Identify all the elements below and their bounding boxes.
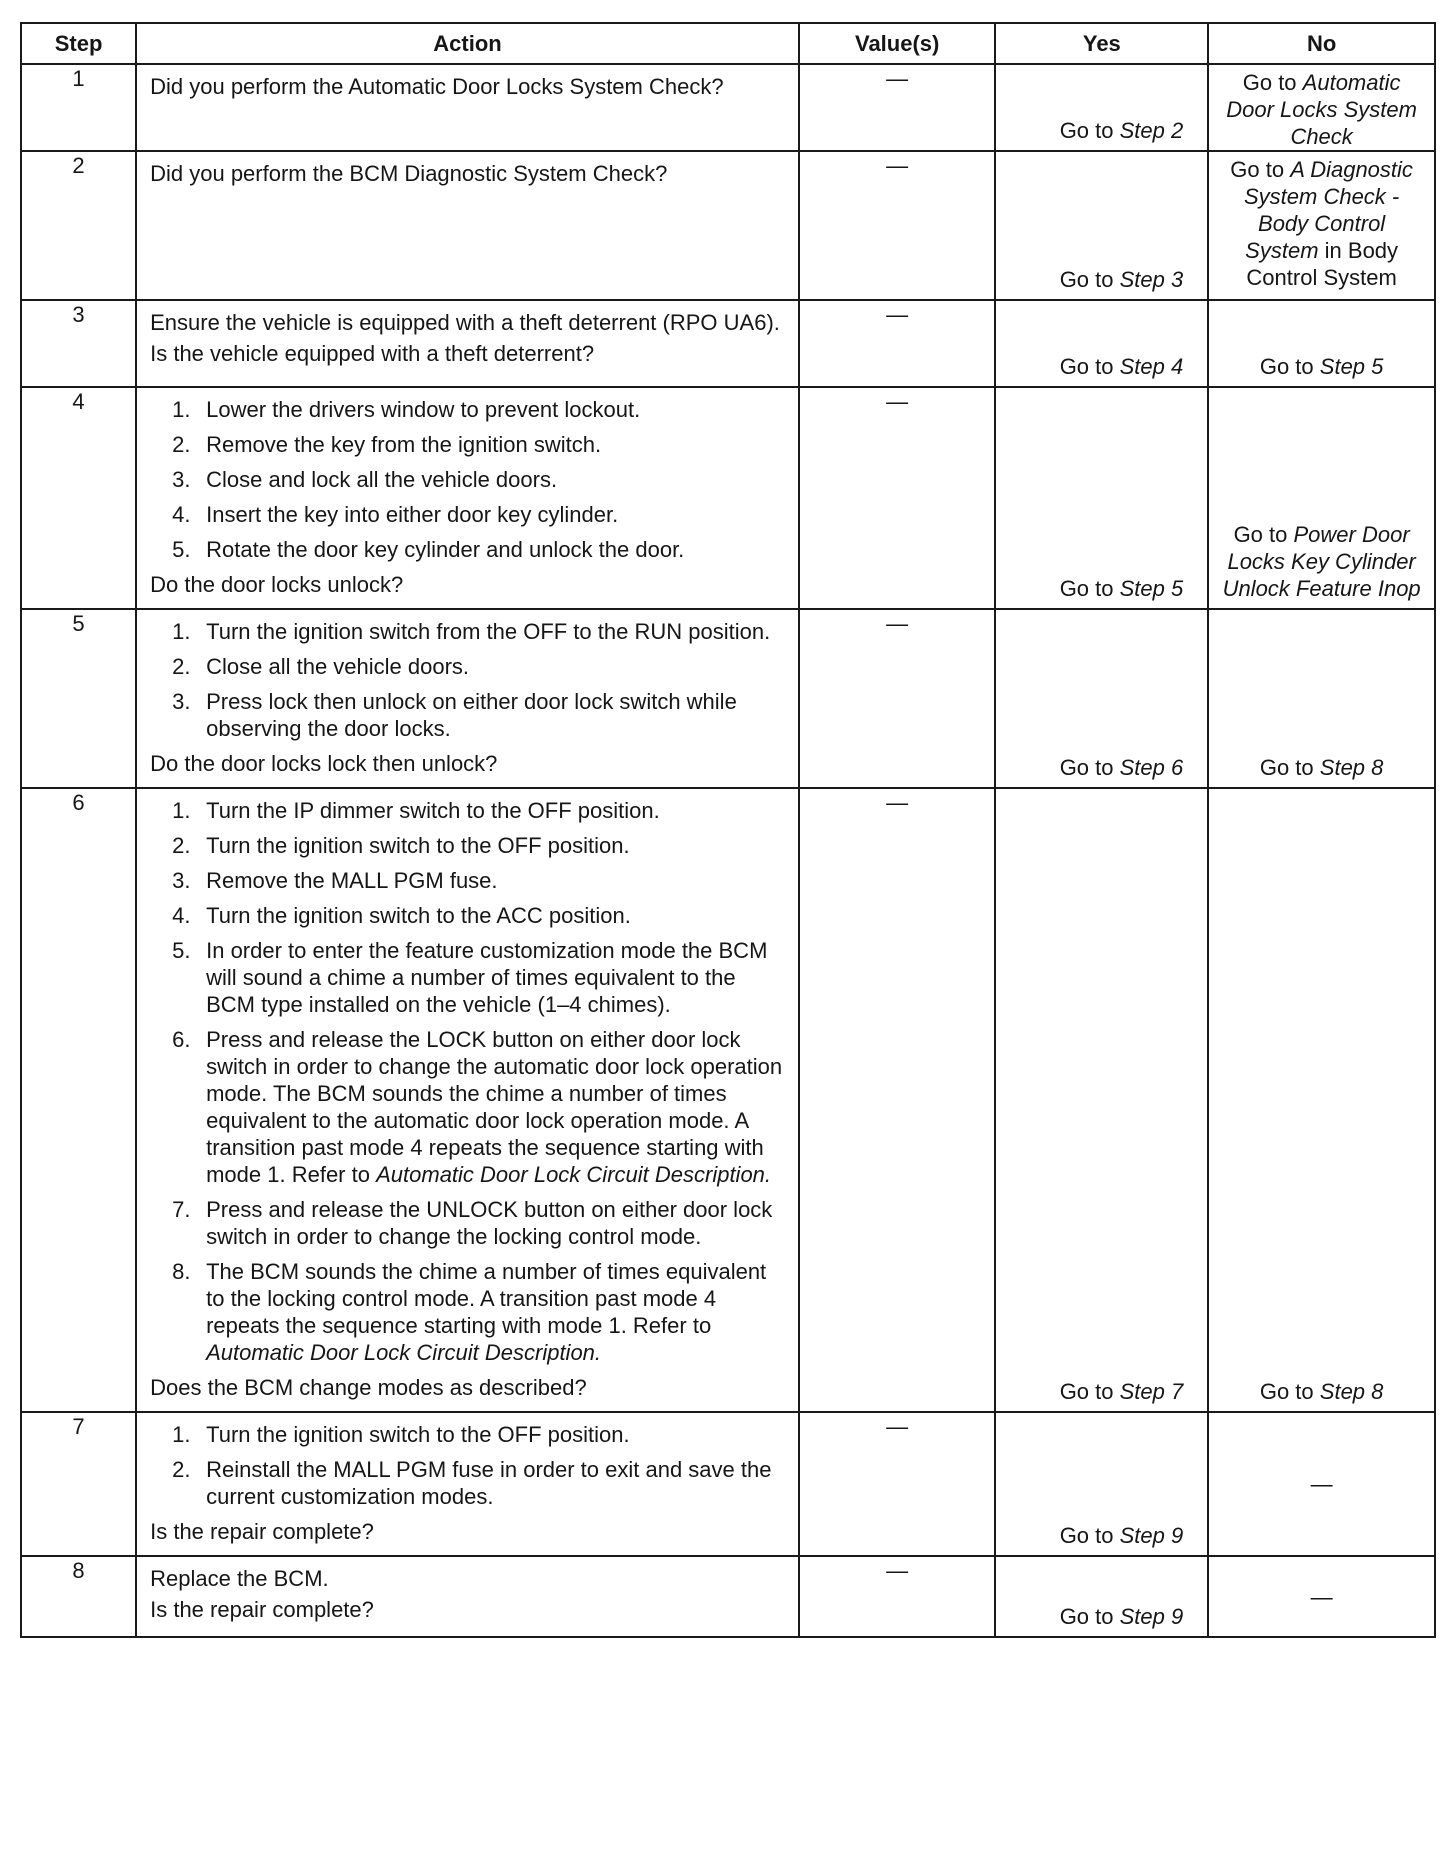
- procedure-step-text: Press and release the LOCK button on either door lock switch in order to change the automatic door lock operation mode. The BCM sounds the chime a number of times equivalent to the automatic door lock operation mode. A transition past mode 4 repeats the sequence starting with mode 1. Refer to: [206, 1027, 783, 1187]
- value-cell: [799, 300, 996, 387]
- procedure-step-number: 4.: [172, 502, 191, 527]
- procedure-step-number: 1.: [172, 619, 191, 644]
- goto-label: Go to: [1059, 1604, 1114, 1629]
- yes-action: [1060, 1522, 1184, 1549]
- action-question: Is the repair complete?: [150, 1597, 374, 1622]
- no-cell: [1208, 609, 1435, 788]
- procedure-step: [150, 653, 788, 680]
- no-action: [1209, 754, 1434, 781]
- procedure-step: [150, 536, 788, 563]
- procedure-step: [150, 431, 788, 458]
- step-number: 2: [21, 151, 136, 300]
- no-action: [1209, 1378, 1434, 1405]
- no-cell: [1208, 387, 1435, 609]
- value-cell: [799, 788, 996, 1412]
- value-cell: [799, 151, 996, 300]
- diagnostic-table-page: [20, 22, 1436, 1638]
- no-cell: [1208, 300, 1435, 387]
- no-step-link: Step 5: [1319, 354, 1384, 379]
- procedure-step-text: Remove the key from the ignition switch.: [206, 432, 602, 457]
- yes-step-link: Step 3: [1119, 267, 1184, 292]
- value-cell: [799, 609, 996, 788]
- action-content: [137, 789, 798, 1411]
- procedure-step-number: 2.: [172, 432, 191, 457]
- action-question: Does the BCM change modes as described?: [150, 1375, 587, 1400]
- yes-step-link: Step 7: [1119, 1379, 1184, 1404]
- value-dash: —: [886, 1558, 909, 1583]
- procedure-step-text: Reinstall the MALL PGM fuse in order to exit and save the current customization modes.: [206, 1457, 772, 1509]
- yes-cell: [995, 788, 1208, 1412]
- value-cell: [799, 1412, 996, 1556]
- procedure-step: [150, 618, 788, 645]
- yes-action: [1060, 1378, 1184, 1405]
- value-cell: [799, 1556, 996, 1637]
- procedure-step-text: The BCM sounds the chime a number of times equivalent to the locking control mode. A transition past mode 4 repeats the sequence starting with mode 1. Refer to: [206, 1259, 767, 1338]
- yes-cell: [995, 609, 1208, 788]
- procedure-step-text: Press and release the UNLOCK button on either door lock switch in order to change the locking control mode.: [206, 1197, 773, 1249]
- procedure-step-number: 3.: [172, 868, 191, 893]
- yes-cell: [995, 1556, 1208, 1637]
- no-goto-label: Go to: [1242, 70, 1297, 95]
- procedure-step: [150, 867, 788, 894]
- procedure-step-text: Turn the IP dimmer switch to the OFF position.: [206, 798, 660, 823]
- procedure-step: [150, 466, 788, 493]
- table-row: [21, 64, 1435, 151]
- goto-label: Go to: [1059, 267, 1114, 292]
- procedure-step-text: Turn the ignition switch to the OFF position.: [206, 833, 630, 858]
- step-number: 6: [21, 788, 136, 1412]
- procedure-step: [150, 937, 788, 1018]
- yes-cell: [995, 151, 1208, 300]
- no-cell: [1208, 1412, 1435, 1556]
- action-content: [137, 388, 798, 608]
- header-values: Value(s): [799, 23, 996, 64]
- procedure-step-number: 1.: [172, 397, 191, 422]
- value-dash: —: [886, 153, 909, 178]
- procedure-step-number: 5.: [172, 938, 191, 963]
- action-question: Do the door locks lock then unlock?: [150, 751, 498, 776]
- procedure-step-number: 4.: [172, 903, 191, 928]
- procedure-step: [150, 1456, 788, 1510]
- no-goto-label: Go to: [1230, 157, 1285, 182]
- yes-cell: [995, 387, 1208, 609]
- no-goto-label: Go to: [1233, 522, 1288, 547]
- step-number: 1: [21, 64, 136, 151]
- action-cell: [136, 1412, 799, 1556]
- value-dash: —: [886, 302, 909, 327]
- action-cell: [136, 1556, 799, 1637]
- procedure-step-number: 2.: [172, 833, 191, 858]
- table-row: [21, 609, 1435, 788]
- goto-label: Go to: [1059, 1379, 1114, 1404]
- procedure-step-number: 7.: [172, 1197, 191, 1222]
- action-question: Is the repair complete?: [150, 1519, 374, 1544]
- yes-step-link: Step 5: [1119, 576, 1184, 601]
- table-row: [21, 300, 1435, 387]
- no-action: [1209, 353, 1434, 380]
- procedure-step-reference: Automatic Door Lock Circuit Description.: [376, 1162, 772, 1187]
- no-action: [1209, 65, 1434, 150]
- value-dash: —: [886, 389, 909, 414]
- action-content: [137, 1413, 798, 1555]
- procedure-step: [150, 1421, 788, 1448]
- procedure-step-text: Turn the ignition switch to the ACC position.: [206, 903, 631, 928]
- procedure-step: [150, 396, 788, 423]
- procedure-step-number: 3.: [172, 467, 191, 492]
- step-number: 4: [21, 387, 136, 609]
- value-cell: [799, 387, 996, 609]
- yes-step-link: Step 9: [1119, 1523, 1184, 1548]
- action-question: Do the door locks unlock?: [150, 572, 404, 597]
- procedure-list: [150, 396, 788, 563]
- table-row: [21, 387, 1435, 609]
- procedure-step-number: 6.: [172, 1027, 191, 1052]
- yes-cell: [995, 64, 1208, 151]
- procedure-step-text: Lower the drivers window to prevent lockout.: [206, 397, 641, 422]
- procedure-step-text: Close and lock all the vehicle doors.: [206, 467, 558, 492]
- action-question: Is the vehicle equipped with a theft deterrent?: [150, 341, 595, 366]
- procedure-step-text: Remove the MALL PGM fuse.: [206, 868, 498, 893]
- table-row: [21, 788, 1435, 1412]
- diagnostic-table: [20, 22, 1436, 1638]
- no-step-link: Step 8: [1319, 755, 1384, 780]
- yes-cell: [995, 300, 1208, 387]
- procedure-list: [150, 797, 788, 1366]
- no-cell: [1208, 151, 1435, 300]
- procedure-list: [150, 1421, 788, 1510]
- procedure-list: [150, 618, 788, 742]
- header-yes: Yes: [995, 23, 1208, 64]
- no-step-link: Power Door Locks Key Cylinder Unlock Feature Inop: [1222, 522, 1421, 601]
- action-content: [137, 152, 798, 197]
- value-dash: —: [886, 611, 909, 636]
- value-dash: —: [886, 66, 909, 91]
- table-row: [21, 1412, 1435, 1556]
- header-no: No: [1208, 23, 1435, 64]
- procedure-step-number: 2.: [172, 654, 191, 679]
- yes-action: [1060, 266, 1184, 293]
- no-suffix: in Body Control System: [1246, 238, 1399, 290]
- no-goto-label: Go to: [1259, 1379, 1314, 1404]
- action-cell: [136, 64, 799, 151]
- yes-action: [1060, 117, 1184, 144]
- yes-step-link: Step 9: [1119, 1604, 1184, 1629]
- action-cell: [136, 151, 799, 300]
- procedure-step-number: 3.: [172, 689, 191, 714]
- goto-label: Go to: [1059, 576, 1114, 601]
- step-number: 8: [21, 1556, 136, 1637]
- action-cell: [136, 387, 799, 609]
- procedure-step-text: Insert the key into either door key cylinder.: [206, 502, 619, 527]
- no-step-link: Step 8: [1319, 1379, 1384, 1404]
- procedure-step-text: Close all the vehicle doors.: [206, 654, 470, 679]
- procedure-step-text: Rotate the door key cylinder and unlock the door.: [206, 537, 685, 562]
- action-cell: [136, 788, 799, 1412]
- procedure-step-number: 8.: [172, 1259, 191, 1284]
- action-cell: [136, 609, 799, 788]
- header-row: [21, 23, 1435, 64]
- action-content: [137, 610, 798, 787]
- goto-label: Go to: [1059, 1523, 1114, 1548]
- yes-action: [1060, 575, 1184, 602]
- action-text: Ensure the vehicle is equipped with a theft deterrent (RPO UA6).: [150, 310, 780, 335]
- no-action: [1219, 521, 1424, 602]
- procedure-step-number: 5.: [172, 537, 191, 562]
- yes-action: [1060, 353, 1184, 380]
- procedure-step-text: Turn the ignition switch from the OFF to the RUN position.: [206, 619, 771, 644]
- procedure-step-text: Turn the ignition switch to the OFF position.: [206, 1422, 630, 1447]
- no-cell: [1208, 64, 1435, 151]
- yes-step-link: Step 6: [1119, 755, 1184, 780]
- no-step-link: A Diagnostic System Check - Body Control System: [1243, 157, 1413, 263]
- procedure-step: [150, 902, 788, 929]
- no-cell: [1208, 1556, 1435, 1637]
- table-row: [21, 1556, 1435, 1637]
- no-dash: —: [1310, 1584, 1333, 1609]
- yes-step-link: Step 2: [1119, 118, 1184, 143]
- goto-label: Go to: [1059, 118, 1114, 143]
- value-cell: [799, 64, 996, 151]
- procedure-step-number: 1.: [172, 1422, 191, 1447]
- yes-step-link: Step 4: [1119, 354, 1184, 379]
- action-cell: [136, 300, 799, 387]
- step-number: 7: [21, 1412, 136, 1556]
- procedure-step-reference: Automatic Door Lock Circuit Description.: [206, 1340, 602, 1365]
- procedure-step-number: 1.: [172, 798, 191, 823]
- goto-label: Go to: [1059, 354, 1114, 379]
- action-text: Did you perform the Automatic Door Locks System Check?: [150, 74, 724, 99]
- procedure-step: [150, 797, 788, 824]
- procedure-step-number: 2.: [172, 1457, 191, 1482]
- procedure-step: [150, 1196, 788, 1250]
- action-content: [137, 301, 798, 377]
- action-content: [137, 1557, 798, 1633]
- action-text: Did you perform the BCM Diagnostic System Check?: [150, 161, 668, 186]
- no-step-link: Automatic Door Locks System Check: [1226, 70, 1417, 149]
- no-action: [1209, 152, 1434, 291]
- no-goto-label: Go to: [1259, 354, 1314, 379]
- header-action: Action: [136, 23, 799, 64]
- goto-label: Go to: [1059, 755, 1114, 780]
- step-number: 3: [21, 300, 136, 387]
- value-dash: —: [886, 1414, 909, 1439]
- value-dash: —: [886, 790, 909, 815]
- action-text: Replace the BCM.: [150, 1566, 329, 1591]
- no-dash: —: [1310, 1471, 1333, 1497]
- procedure-step: [150, 1258, 788, 1366]
- procedure-step: [150, 832, 788, 859]
- no-goto-label: Go to: [1259, 755, 1314, 780]
- no-cell: [1208, 788, 1435, 1412]
- procedure-step: [150, 501, 788, 528]
- procedure-step-text: In order to enter the feature customization mode the BCM will sound a chime a number of times equivalent to the BCM type installed on the vehicle (1–4 chimes).: [206, 938, 768, 1017]
- procedure-step: [150, 1026, 788, 1188]
- yes-action: [1060, 1603, 1184, 1630]
- header-step: Step: [21, 23, 136, 64]
- yes-cell: [995, 1412, 1208, 1556]
- step-number: 5: [21, 609, 136, 788]
- action-content: [137, 65, 798, 110]
- procedure-step: [150, 688, 788, 742]
- yes-action: [1060, 754, 1184, 781]
- table-row: [21, 151, 1435, 300]
- procedure-step-text: Press lock then unlock on either door lock switch while observing the door locks.: [206, 689, 737, 741]
